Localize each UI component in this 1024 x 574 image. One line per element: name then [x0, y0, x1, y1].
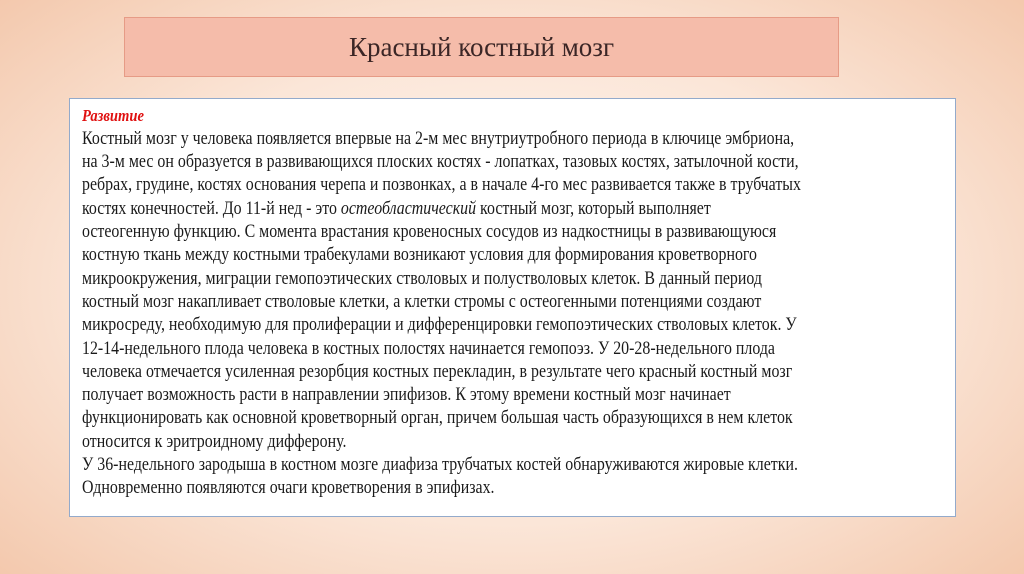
text-segment: костный мозг, который выполняет [476, 199, 711, 219]
text-line: Костный мозг у человека появляется впервые на 2-м мес внутриутробного периода в ключице эмбриона, [82, 129, 795, 149]
text-line: микросреду, необходимую для пролиферации и дифференцировки гемопоэтических стволовых клеток. У [82, 315, 797, 335]
text-line: человека отмечается усиленная резорбция костных перекладин, в результате чего красный костный мозг [82, 362, 793, 382]
text-line: остеогенную функцию. С момента врастания кровеносных сосудов из надкостницы в развивающуюся [82, 222, 777, 242]
section-heading: Развитие [82, 106, 145, 125]
text-line [82, 199, 711, 219]
content-text-box [69, 98, 956, 517]
text-line: ребрах, грудине, костях основания черепа и позвонках, а в начале 4-го мес развивается также в трубчатых [82, 175, 801, 195]
text-line: на 3-м мес он образуется в развивающихся плоских костях - лопатках, тазовых костях, затылочной кости, [82, 152, 799, 172]
text-segment: костях конечностей. До 11-й нед - это [82, 199, 341, 219]
slide-title-box [124, 17, 839, 77]
text-line: относится к эритроидному дифферону. [82, 432, 347, 452]
italic-term: остеобластический [340, 199, 477, 219]
text-line: функционировать как основной кроветворный орган, причем большая часть образующихся в нем клеток [82, 408, 793, 428]
text-line: У 36-недельного зародыша в костном мозге диафиза трубчатых костей обнаруживаются жировые клетки. [82, 455, 798, 475]
text-line: микроокружения, миграции гемопоэтических стволовых и полустволовых клеток. В данный период [82, 269, 762, 289]
text-line: Одновременно появляются очаги кроветворения в эпифизах. [82, 478, 495, 498]
text-line: костную ткань между костными трабекулами возникают условия для формирования кроветворного [82, 245, 758, 265]
text-line: 12-14-недельного плода человека в костных полостях начинается гемопоэз. У 20-28-недельного плода [82, 339, 775, 359]
slide-title: Красный костный мозг [348, 31, 615, 62]
text-line: получает возможность расти в направлении эпифизов. К этому времени костный мозг начинает [82, 385, 731, 405]
text-line: костный мозг накапливает стволовые клетки, а клетки стромы с остеогенными потенциями создают [82, 292, 762, 312]
